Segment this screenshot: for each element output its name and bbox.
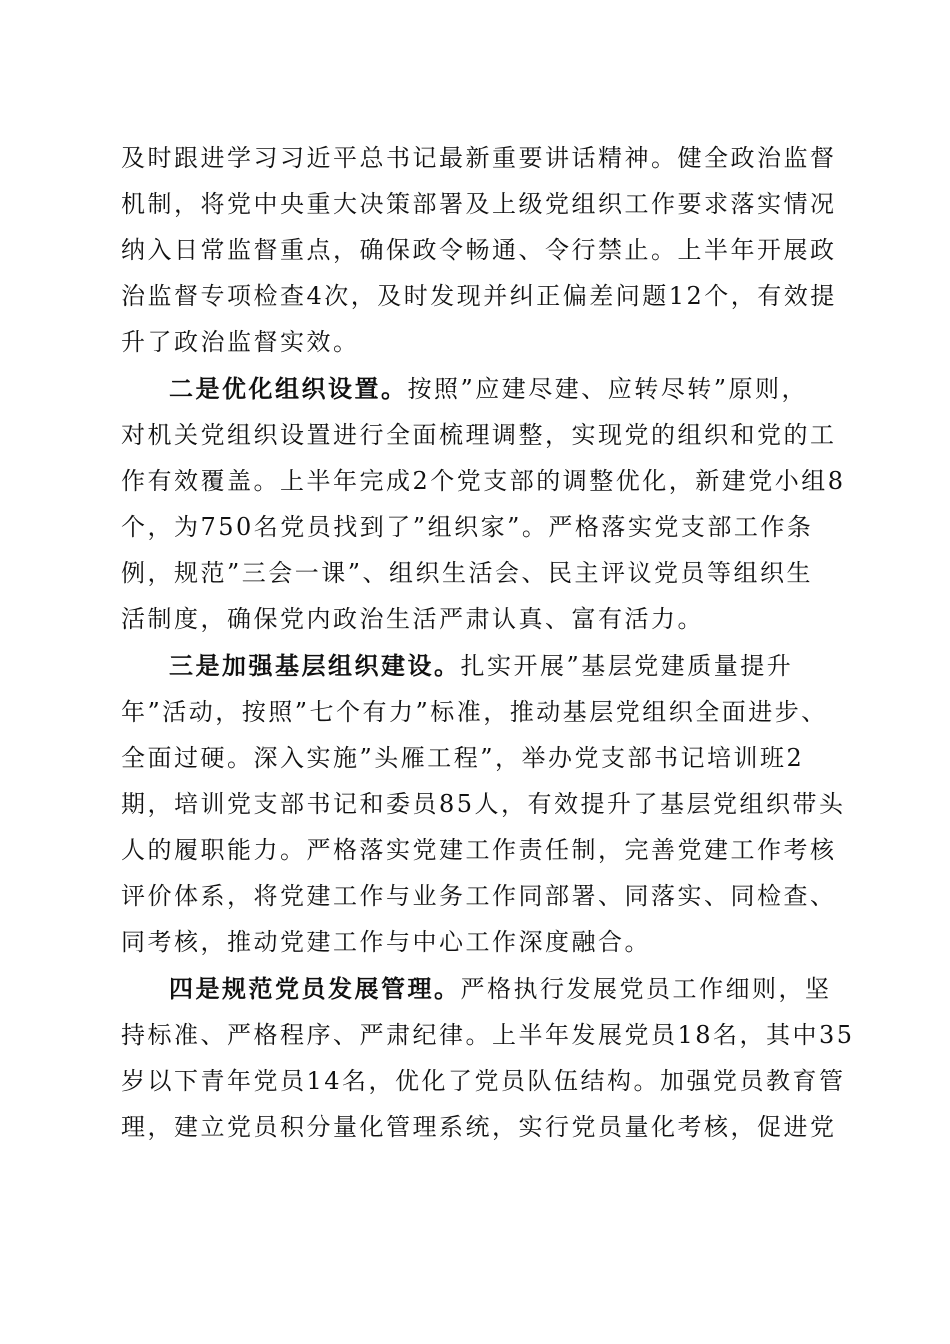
paragraph-line: 年”活动，按照”七个有力”标准，推动基层党组织全面进步、 xyxy=(121,698,828,726)
paragraph-line: 对机关党组织设置进行全面梳理调整，实现党的组织和党的工 xyxy=(121,421,837,449)
paragraph-line: 同考核，推动党建工作与中心工作深度融合。 xyxy=(121,928,651,956)
paragraph-line: 例，规范”三会一课”、组织生活会、民主评议党员等组织生 xyxy=(121,559,814,587)
paragraph-line: 理，建立党员积分量化管理系统，实行党员量化考核，促进党 xyxy=(121,1113,837,1141)
paragraph-first-line xyxy=(169,648,889,684)
paragraph-line: 全面过硬。深入实施”头雁工程”，举办党支部书记培训班2 xyxy=(121,744,805,772)
paragraph-line: 升了政治监督实效。 xyxy=(121,328,360,356)
paragraph-line: 作有效覆盖。上半年完成2个党支部的调整优化，新建党小组8 xyxy=(121,467,846,495)
paragraph-line: 期，培训党支部书记和委员85人，有效提升了基层党组织带头 xyxy=(121,790,846,818)
paragraph-line: 评价体系，将党建工作与业务工作同部署、同落实、同检查、 xyxy=(121,882,837,910)
paragraph-lead: 四是规范党员发展管理。 xyxy=(169,974,461,1003)
paragraph-text: 扎实开展”基层党建质量提升 xyxy=(460,652,794,680)
paragraph-line: 活制度，确保党内政治生活严肃认真、富有活力。 xyxy=(121,605,704,633)
paragraph-line: 及时跟进学习习近平总书记最新重要讲话精神。健全政治监督 xyxy=(121,144,837,172)
paragraph-lead: 二是优化组织设置。 xyxy=(169,374,408,403)
paragraph-line: 个，为750名党员找到了”组织家”。严格落实党支部工作条 xyxy=(121,513,814,541)
paragraph-line: 人的履职能力。严格落实党建工作责任制，完善党建工作考核 xyxy=(121,836,837,864)
paragraph-line: 岁以下青年党员14名，优化了党员队伍结构。加强党员教育管 xyxy=(121,1067,846,1095)
paragraph-line: 持标准、严格程序、严肃纪律。上半年发展党员18名，其中35 xyxy=(121,1021,855,1049)
paragraph-first-line xyxy=(169,971,889,1007)
paragraph-text: 严格执行发展党员工作细则，坚 xyxy=(460,975,832,1003)
paragraph-lead: 三是加强基层组织建设。 xyxy=(169,651,461,680)
paragraph-line: 纳入日常监督重点，确保政令畅通、令行禁止。上半年开展政 xyxy=(121,236,837,264)
paragraph-line: 机制，将党中央重大决策部署及上级党组织工作要求落实情况 xyxy=(121,190,837,218)
paragraph-line: 治监督专项检查4次，及时发现并纠正偏差问题12个，有效提 xyxy=(121,282,837,310)
paragraph-first-line xyxy=(169,371,889,407)
paragraph-text: 按照”应建尽建、应转尽转”原则， xyxy=(407,375,809,403)
